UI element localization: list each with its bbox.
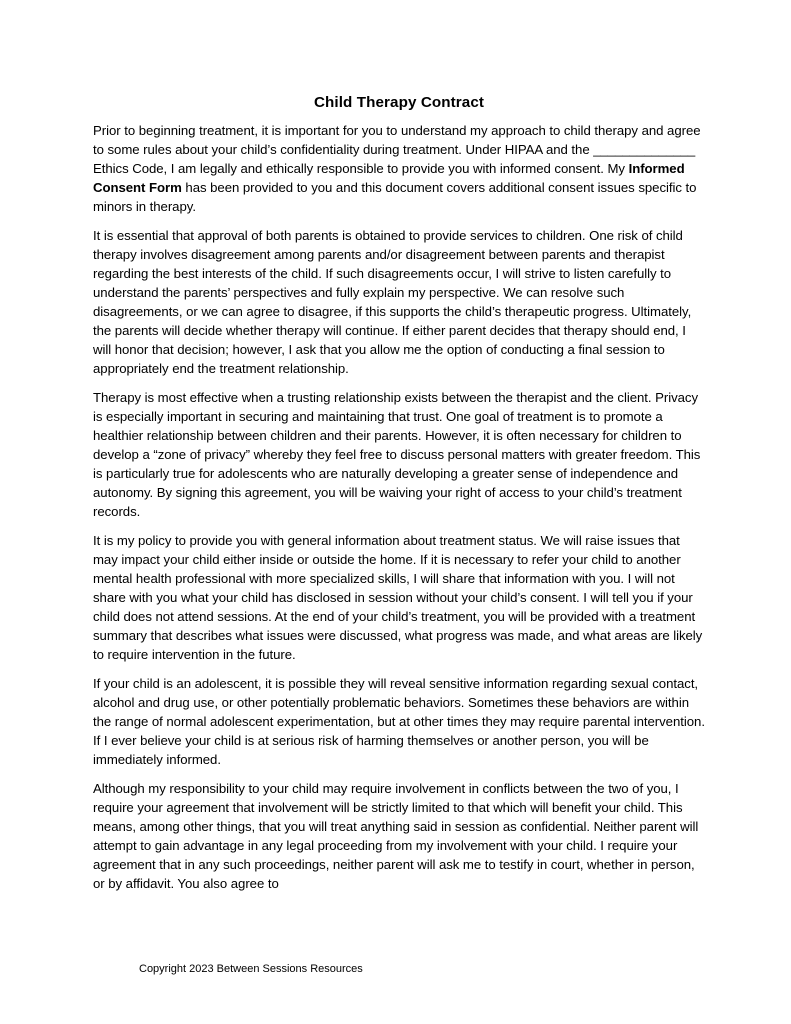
paragraph-parental-approval: It is essential that approval of both parents is obtained to provide services to children. One risk of child therapy involves disagreement among parents and/or disagreement between parents and therapist regarding the best interests of the child. If such disagreements occur, I will strive to listen carefully to understand the parents’ perspectives and fully explain my perspective. We can resolve such disagreements, or we can agree to disagree, if this supports the child’s therapeutic progress. Ultimately, the parents will decide whether therapy will continue. If either parent decides that therapy should end, I will honor that decision; however, I ask that you allow me the option of conducting a final session to appropriately end the treatment relationship. bbox=[93, 228, 692, 376]
paragraph-conflicts: Although my responsibility to your child may require involvement in conflicts between the two of you, I require your agreement that involvement will be strictly limited to that which will benefit your child. This means, among other things, that you will treat anything said in session as confidential. Neither parent will attempt to gain advantage in any legal proceeding from my involvement with your child. I require your agreement that in any such proceedings, neither parent will ask me to testify in court, whether in person, or by affidavit. You also agree to bbox=[93, 781, 699, 891]
paragraph-text: Prior to beginning treatment, it is important for you to understand my approach to child therapy and agree to some rules about your child’s confidentiality during treatment. Under HIPAA and the bbox=[93, 123, 701, 157]
ethics-code-blank: ______________ bbox=[593, 142, 696, 157]
paragraph-privacy: Therapy is most effective when a trusting relationship exists between the therapist and the client. Privacy is especially important in securing and maintaining that trust. One goal of treatment is to promote a healthier relationship between children and their parents. However, it is often necessary for children to develop a “zone of privacy” whereby they feel free to discuss personal matters with greater freedom. This is particularly true for adolescents who are naturally developing a greater sense of independence and autonomy. By signing this agreement, you will be waiving your right of access to your child’s treatment records. bbox=[93, 390, 701, 519]
paragraph-text: has been provided to you and this document covers additional consent issues specific to minors in therapy. bbox=[93, 180, 697, 214]
paragraph-treatment-status: It is my policy to provide you with general information about treatment status. We will raise issues that may impact your child either inside or outside the home. If it is necessary to refer your child to another mental health professional with more specialized skills, I will share that information with you. I will not share with you what your child has disclosed in session without your child’s consent. I will tell you if your child does not attend sessions. At the end of your child’s treatment, you will be provided with a treatment summary that describes what issues were discussed, what progress was made, and what areas are likely to require intervention in the future. bbox=[93, 533, 703, 662]
footer-copyright: Copyright 2023 Between Sessions Resources bbox=[139, 963, 363, 975]
paragraph-text: Ethics Code, I am legally and ethically responsible to provide you with informed consent. My bbox=[93, 161, 629, 176]
document-page bbox=[93, 92, 705, 903]
paragraph-informed-consent bbox=[93, 121, 705, 216]
document-title: Child Therapy Contract bbox=[313, 94, 485, 111]
informed-consent-form-label: Informed Consent Form bbox=[93, 161, 685, 195]
paragraph-adolescent: If your child is an adolescent, it is possible they will reveal sensitive information regarding sexual contact, alcohol and drug use, or other potentially problematic behaviors. Sometimes these behaviors are within the range of normal adolescent experimentation, but at other times they may require parental intervention. If I ever believe your child is at serious risk of harming themselves or another person, you will be immediately informed. bbox=[93, 676, 705, 767]
